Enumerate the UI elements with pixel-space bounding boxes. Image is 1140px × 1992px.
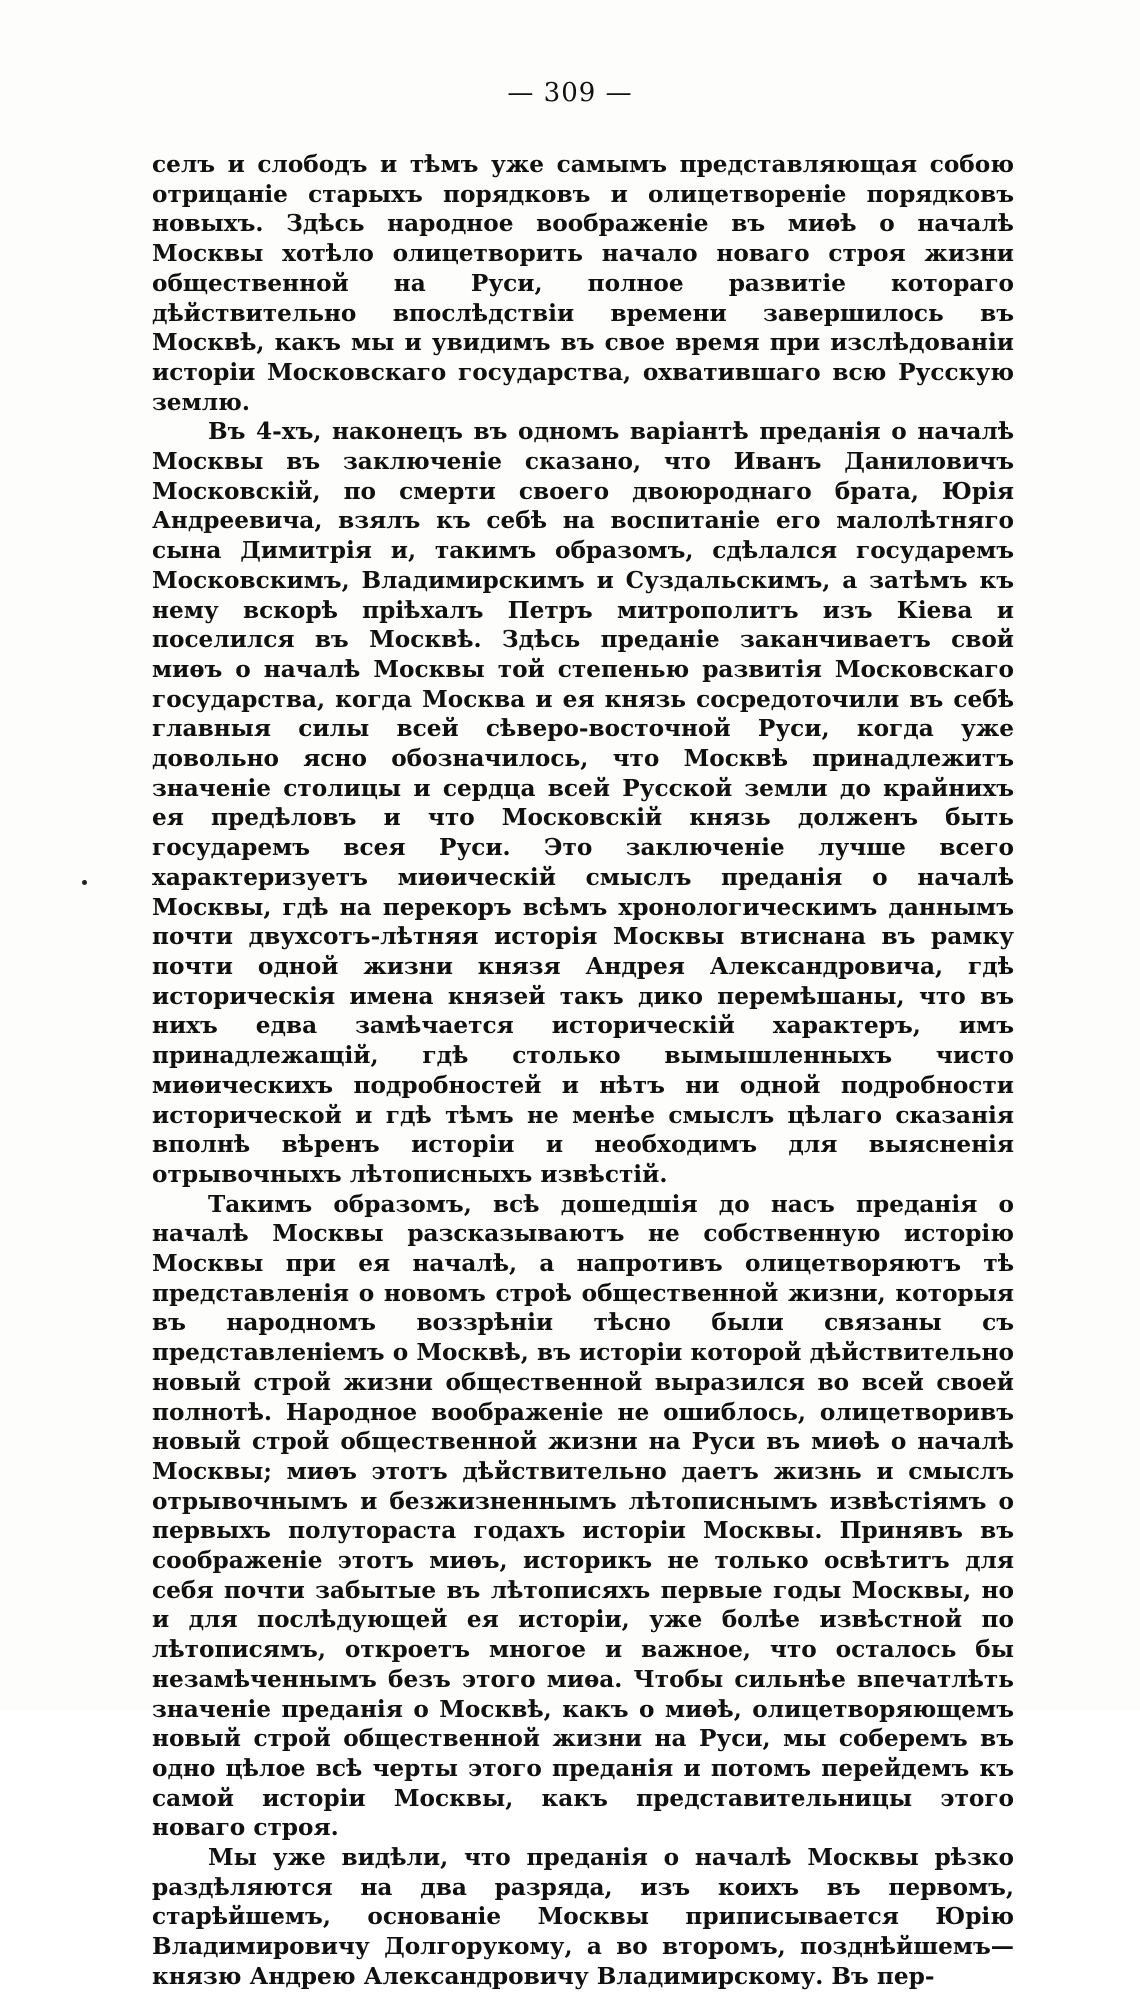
margin-ink-dot [82, 880, 87, 885]
paragraph-2: Въ 4-хъ, наконецъ въ одномъ варіантѣ преданія о началѣ Москвы въ заключеніе сказано, что Иванъ Даниловичъ Московскій, по смерти своего двоюроднаго брата, Юрія Андреевича, взялъ къ себѣ на воспитаніе его малолѣтняго сына Димитрія и, такимъ образомъ, сдѣлался государемъ Московскимъ, Владимирскимъ и Суздальскимъ, а затѣмъ къ нему вскорѣ пріѣхалъ Петръ митрополитъ изъ Кіева и поселился въ Москвѣ. Здѣсь преданіе заканчиваетъ свой миѳъ о началѣ Москвы той степенью развитія Московскаго государства, когда Москва и ея князь сосредоточили въ себѣ главныя силы всей сѣверо-восточной Руси, когда уже довольно ясно обозначилось, что Москвѣ принадлежитъ значеніе столицы и сердца всей Русской земли до крайнихъ ея предѣловъ и что Московскій князь долженъ быть государемъ всея Руси. Это заключеніе лучше всего характеризуетъ миѳическій смыслъ преданія о началѣ Москвы, гдѣ на перекоръ всѣмъ хронологическимъ даннымъ почти двухсотъ-лѣтняя исторія Москвы втиснана въ рамку почти одной жизни князя Андрея Александровича, гдѣ историческія имена князей такъ дико перемѣшаны, что въ нихъ едва замѣчается историческій характеръ, имъ принадлежащій, гдѣ столько вымышленныхъ чисто миѳическихъ подробностей и нѣтъ ни одной подробности исторической и гдѣ тѣмъ не менѣе смыслъ цѣлаго сказанія вполнѣ вѣренъ исторіи и необходимъ для выясненія отрывочныхъ лѣтописныхъ извѣстій. [152, 418, 1014, 1188]
body-text [152, 150, 1014, 1992]
paragraph-3: Такимъ образомъ, всѣ дошедшія до насъ преданія о началѣ Москвы разсказываютъ не собственную исторію Москвы при ея началѣ, а напротивъ олицетворяютъ тѣ представленія о новомъ строѣ общественной жизни, которыя въ народномъ воззрѣніи тѣсно были связаны съ представленіемъ о Москвѣ, въ исторіи которой дѣйствительно новый строй жизни общественной выразился во всей своей полнотѣ. Народное воображеніе не ошиблось, олицетворивъ новый строй общественной жизни на Руси въ миѳѣ о началѣ Москвы; миѳъ этотъ дѣйствительно даетъ жизнь и смыслъ отрывочнымъ и безжизненнымъ лѣтописнымъ извѣстіямъ о первыхъ полутораста годахъ исторіи Москвы. Принявъ въ соображеніе этотъ миѳъ, историкъ не только освѣтитъ для себя почти забытые въ лѣтописяхъ первые годы Москвы, но и для послѣдующей ея исторіи, уже болѣе извѣстной по лѣтописямъ, откроетъ многое и важное, что осталось бы незамѣченнымъ безъ этого миѳа. Чтобы сильнѣе впечатлѣть значеніе преданія о Москвѣ, какъ о миѳѣ, олицетворяющемъ новый строй общественной жизни на Руси, мы соберемъ въ одно цѣлое всѣ черты этого преданія и потомъ перейдемъ къ самой исторіи Москвы, какъ представительницы этого новаго строя. [152, 1190, 1014, 1842]
page-number: — 309 — [507, 78, 633, 108]
paragraph-1: селъ и слободъ и тѣмъ уже самымъ представляющая собою отрицаніе старыхъ порядковъ и олицетвореніе порядковъ новыхъ. Здѣсь народное воображеніе въ миѳѣ о началѣ Москвы хотѣло олицетворить начало новаго строя жизни общественной на Руси, полное развитіе котораго дѣйствительно впослѣдствіи времени завершилось въ Москвѣ, какъ мы и увидимъ въ свое время при изслѣдованіи исторіи Московскаго государства, охватившаго всю Русскую землю. [152, 151, 1014, 416]
paragraph-4: Мы уже видѣли, что преданія о началѣ Москвы рѣзко раздѣляются на два разряда, изъ коихъ въ первомъ, старѣйшемъ, основаніе Москвы приписывается Юрію Владимировичу Долгорукому, а во второмъ, позднѣйшемъ—князю Андрею Александровичу Владимирскому. Въ пер- [152, 1844, 1014, 1990]
